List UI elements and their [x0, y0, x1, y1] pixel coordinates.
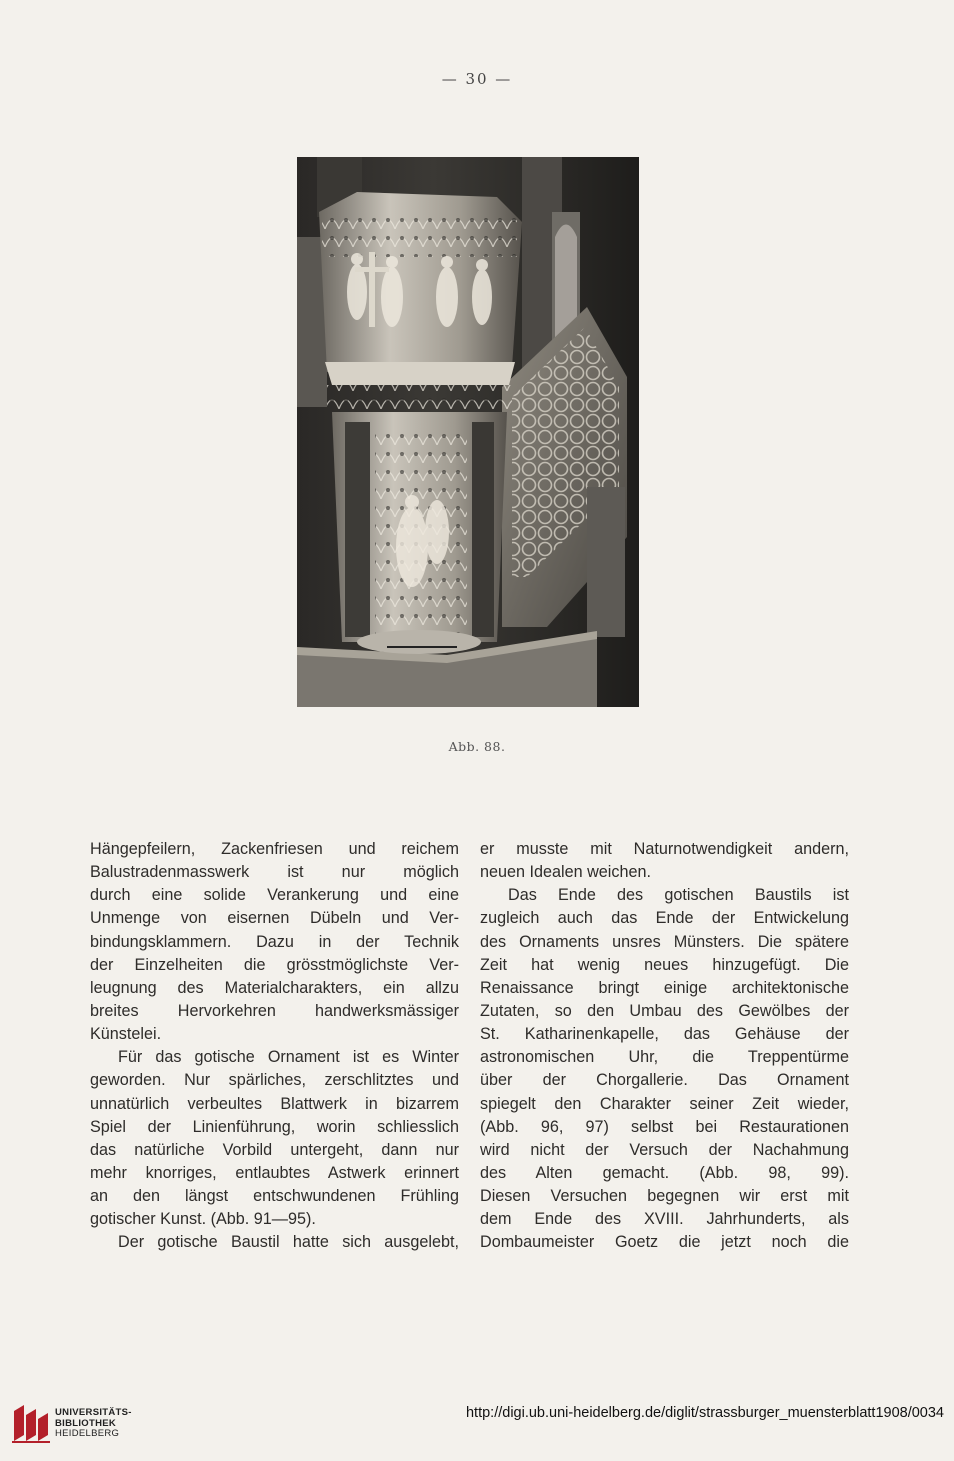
- text-line: dem Ende des XVIII. Jahrhunderts, als: [480, 1210, 849, 1229]
- text-line: breites Hervorkehren handwerksmässiger: [90, 1001, 459, 1020]
- page-number: — 30 —: [441, 70, 513, 88]
- library-logo-text: [55, 1408, 132, 1440]
- text-line: Renaissance bringt einige architektonische: [480, 978, 849, 997]
- text-line: Für das gotische Ornament ist es Winter: [118, 1048, 459, 1067]
- text-line: der Einzelheiten die grösstmöglichste Ver-: [90, 955, 459, 974]
- text-line: Zeit hat wenig neues hinzugefügt. Die: [480, 955, 849, 974]
- text-line: über der Chorgallerie. Das Ornament: [480, 1071, 849, 1090]
- text-line: Zutaten, so den Umbau des Gewölbes der: [480, 1001, 849, 1020]
- figure-caption: Abb. 88.: [448, 739, 506, 754]
- text-line: Künstelei.: [90, 1025, 162, 1044]
- text-line: das natürliche Vorbild untergeht, dann nur: [90, 1140, 459, 1159]
- logo-line3: HEIDELBERG: [55, 1428, 120, 1439]
- text-line: Balustradenmasswerk ist nur möglich: [90, 863, 459, 882]
- text-line: Das Ende des gotischen Baustils ist: [508, 886, 849, 905]
- footer: [0, 1395, 954, 1455]
- text-line: neuen Idealen weichen.: [480, 863, 652, 882]
- text-line: (Abb. 96, 97) selbst bei Restaurationen: [480, 1117, 849, 1136]
- text-line: Diesen Versuchen begegnen wir erst mit: [480, 1187, 849, 1206]
- logo-line1: UNIVERSITÄTS-: [55, 1407, 132, 1418]
- text-line: des Alten gemacht. (Abb. 98, 99).: [480, 1163, 849, 1182]
- text-line: geworden. Nur spärliches, zerschlitztes und: [90, 1071, 459, 1090]
- text-line: Hängepfeilern, Zackenfriesen und reichem: [90, 840, 459, 858]
- logo-line2: BIBLIOTHEK: [55, 1417, 117, 1429]
- text-line: gotischer Kunst. (Abb. 91—95).: [90, 1210, 316, 1229]
- text-line: spiegelt den Charakter seiner Zeit wieder,: [480, 1094, 849, 1113]
- text-line: an den längst entschwundenen Frühling: [90, 1187, 459, 1206]
- text-line: St. Katharinenkapelle, das Gehäuse der: [480, 1025, 849, 1044]
- text-line: Spiel der Linienführung, worin schliesslich: [90, 1117, 459, 1136]
- text-line: er musste mit Naturnotwendigkeit andern,: [480, 840, 849, 858]
- text-line: zugleich auch das Ende der Entwickelung: [480, 909, 849, 928]
- text-line: durch eine solide Verankerung und eine: [90, 886, 459, 905]
- figure-photograph: [297, 157, 639, 707]
- text-line: astronomischen Uhr, die Treppentürme: [480, 1048, 849, 1067]
- text-line: Unmenge von eisernen Dübeln und Ver-: [90, 909, 459, 928]
- text-line: mehr knorriges, entlaubtes Astwerk erinnert: [90, 1163, 459, 1182]
- pulpit-illustration: [297, 157, 639, 707]
- text-line: bindungsklammern. Dazu in der Technik: [90, 932, 459, 951]
- library-book-icon: [10, 1401, 52, 1445]
- text-column-left: [90, 838, 459, 1255]
- text-line: unnatürlich verbeultes Blattwerk in bizarrem: [90, 1094, 459, 1113]
- text-line: Der gotische Baustil hatte sich ausgelebt,: [118, 1233, 459, 1252]
- text-line: wird nicht der Versuch der Nachahmung: [480, 1140, 849, 1159]
- text-column-right: [480, 838, 849, 1255]
- text-line: des Ornaments unsres Münsters. Die spätere: [480, 932, 849, 951]
- text-line: leugnung des Materialcharakters, ein allzu: [90, 978, 459, 997]
- text-line: Dombaumeister Goetz die jetzt noch die: [480, 1233, 849, 1252]
- source-url-link[interactable]: http://digi.ub.uni-heidelberg.de/diglit/strassburger_muensterblatt1908/0034: [465, 1405, 944, 1421]
